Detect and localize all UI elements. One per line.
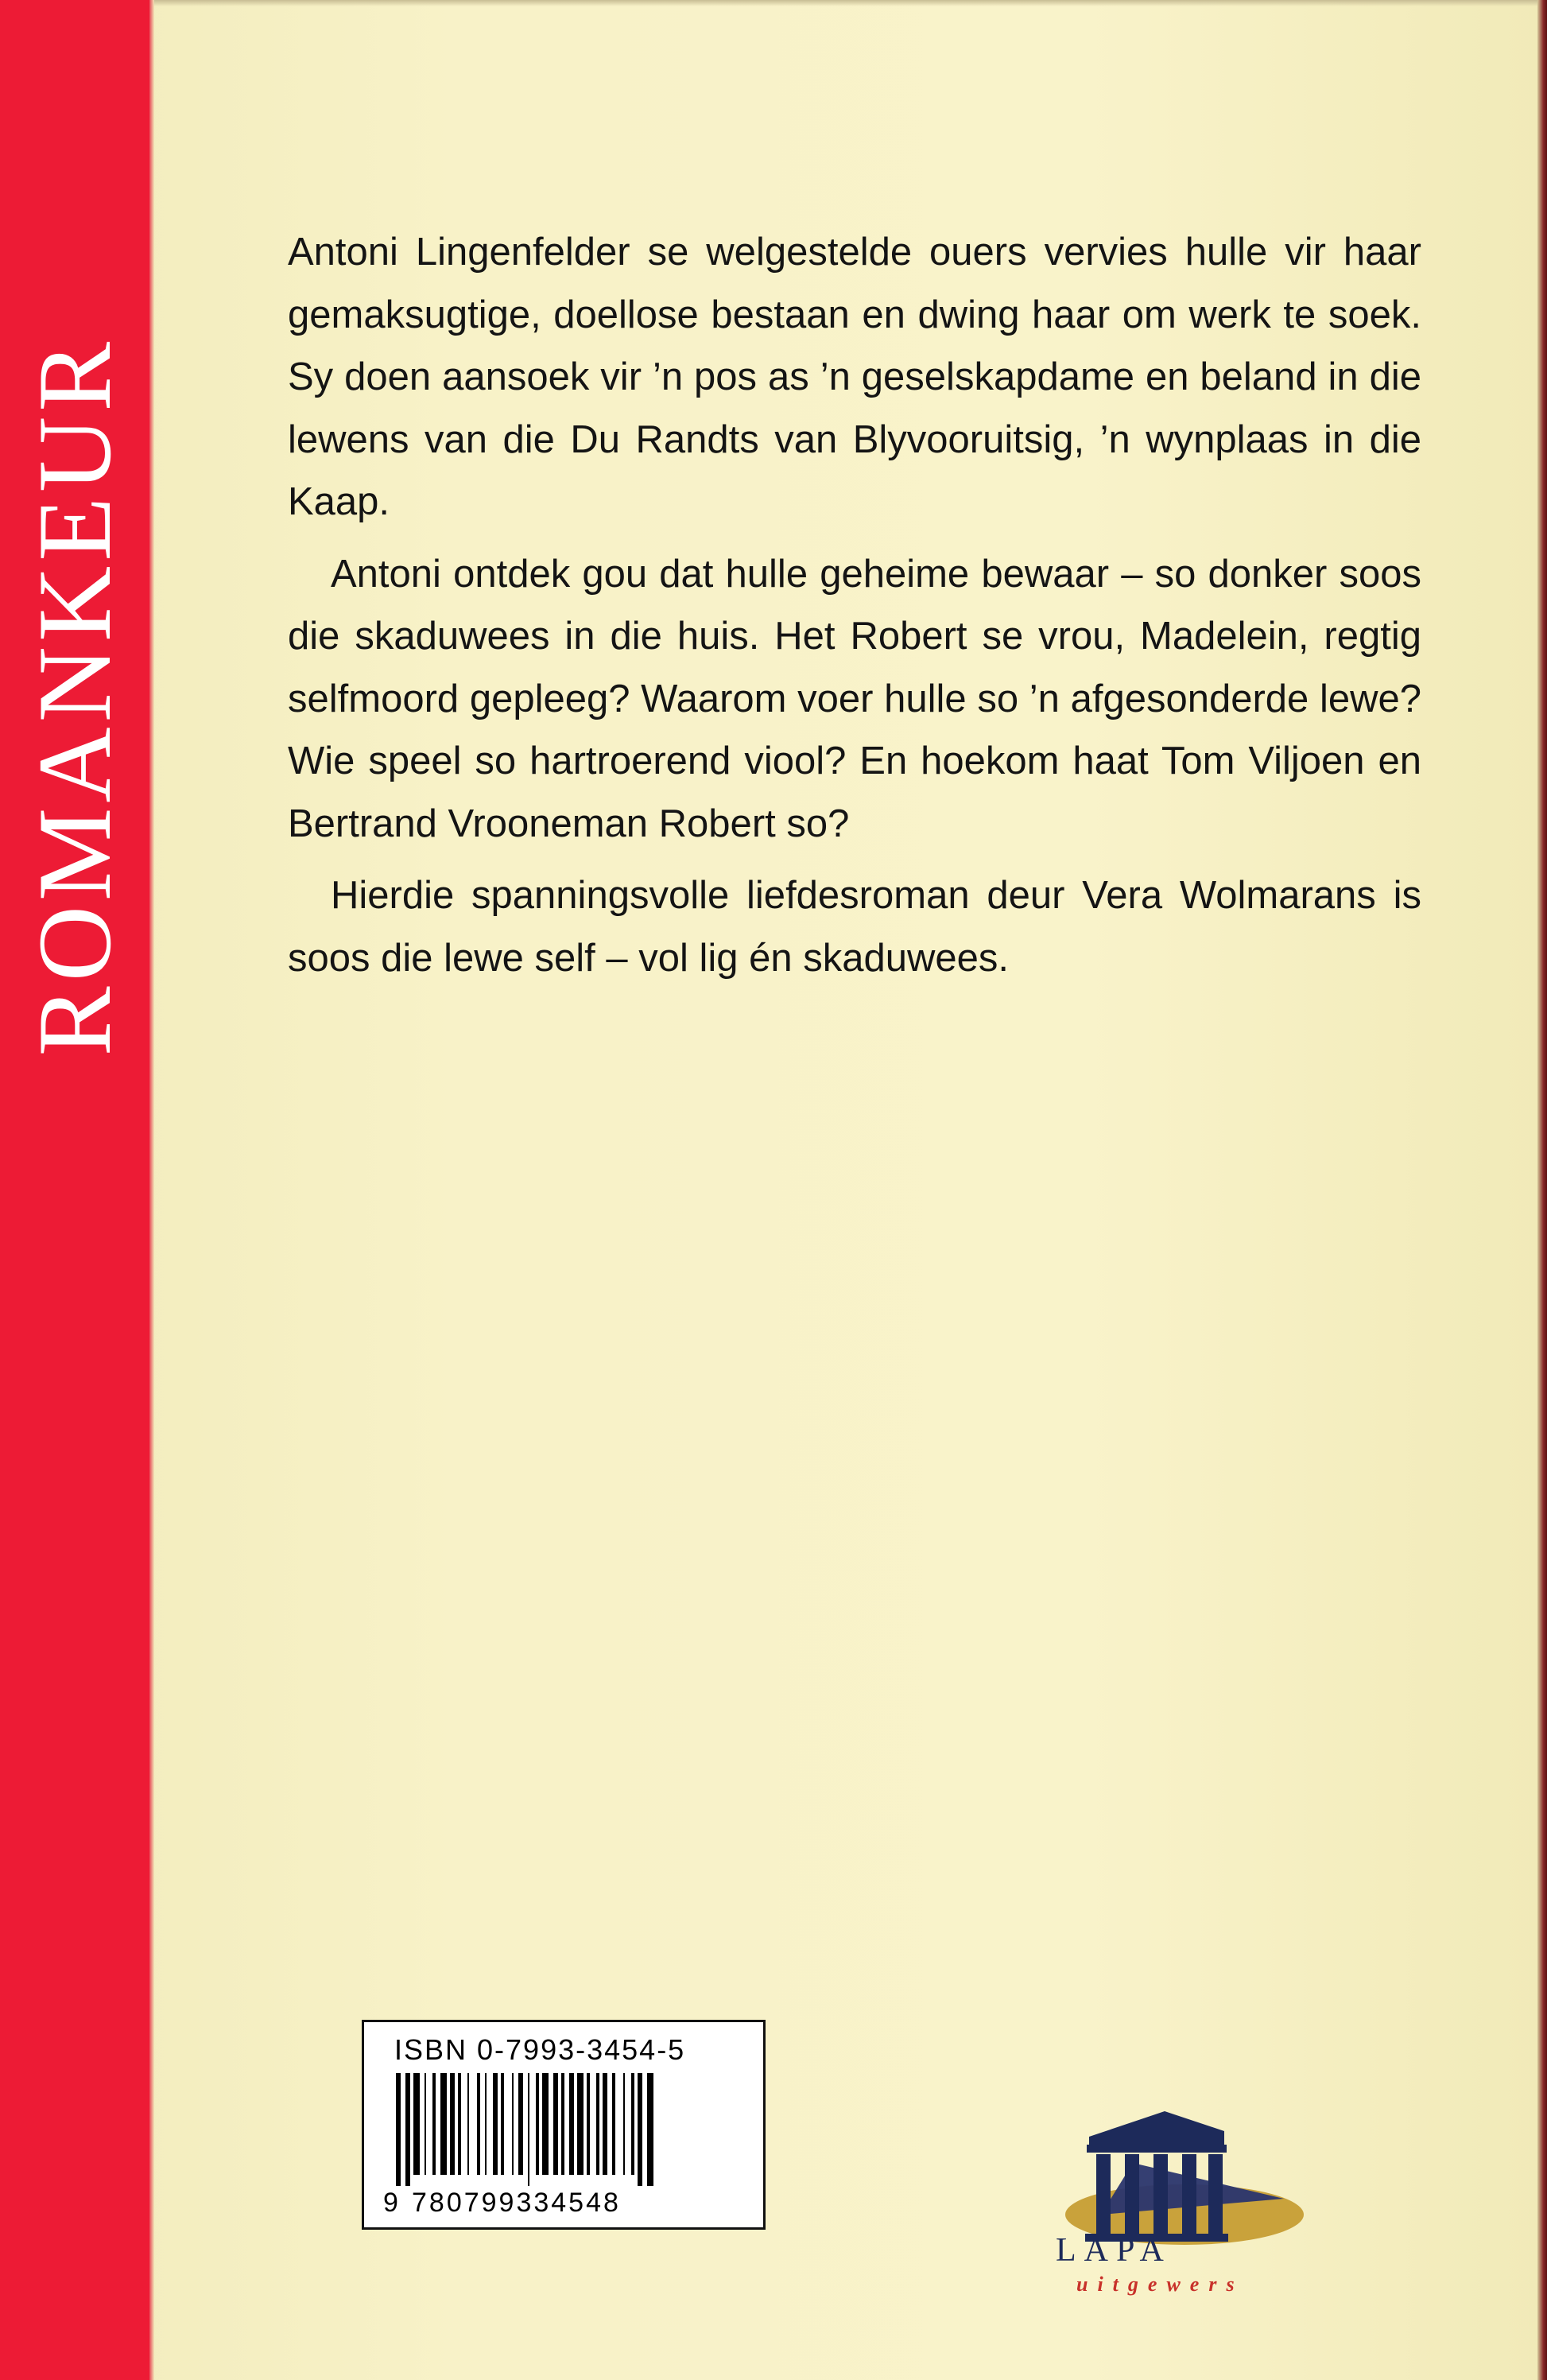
blurb-paragraph-1: Antoni Lingenfelder se welgestelde ouers vervies hulle vir haar gemaksugtige, doellose bestaan en dwing haar om werk te soek. Sy doen aansoek vir ’n pos as ’n geselskapdame en beland in die lewens van die Du Randts van Blyvooruitsig, ’n wynplaas in die Kaap.	[288, 231, 1421, 523]
publisher-name: LAPA	[1056, 2232, 1172, 2269]
building-columns-icon	[1045, 2087, 1304, 2254]
cover-right-edge	[1537, 0, 1547, 2380]
cover-top-edge	[0, 0, 1547, 6]
barcode-icon	[396, 2073, 738, 2186]
barcode-first-digit: 9	[383, 2188, 399, 2218]
publisher-subtitle: uitgewers	[1076, 2273, 1244, 2296]
blurb-paragraph-3: Hierdie spanningsvolle liefdesroman deur Vera Wolmarans is soos die lewe self – vol lig én skaduwees.	[288, 874, 1421, 980]
series-band-edge	[149, 0, 154, 2380]
blurb-text	[288, 221, 1421, 989]
series-title: ROMANKEUR	[16, 336, 133, 1057]
isbn-barcode-box	[362, 2020, 766, 2230]
isbn-label: ISBN 0-7993-3454-5	[394, 2033, 686, 2066]
barcode-number: 780799334548	[412, 2188, 621, 2218]
blurb-paragraph-2: Antoni ontdek gou dat hulle geheime bewaar – so donker soos die skaduwees in die huis. Het Robert se vrou, Madelein, regtig selfmoord gepleeg? Waarom voer hulle so ’n afgesonderde lewe? Wie speel so hartroerend viool? En hoekom haat Tom Viljoen en Bertrand Vrooneman Robert so?	[288, 552, 1421, 845]
